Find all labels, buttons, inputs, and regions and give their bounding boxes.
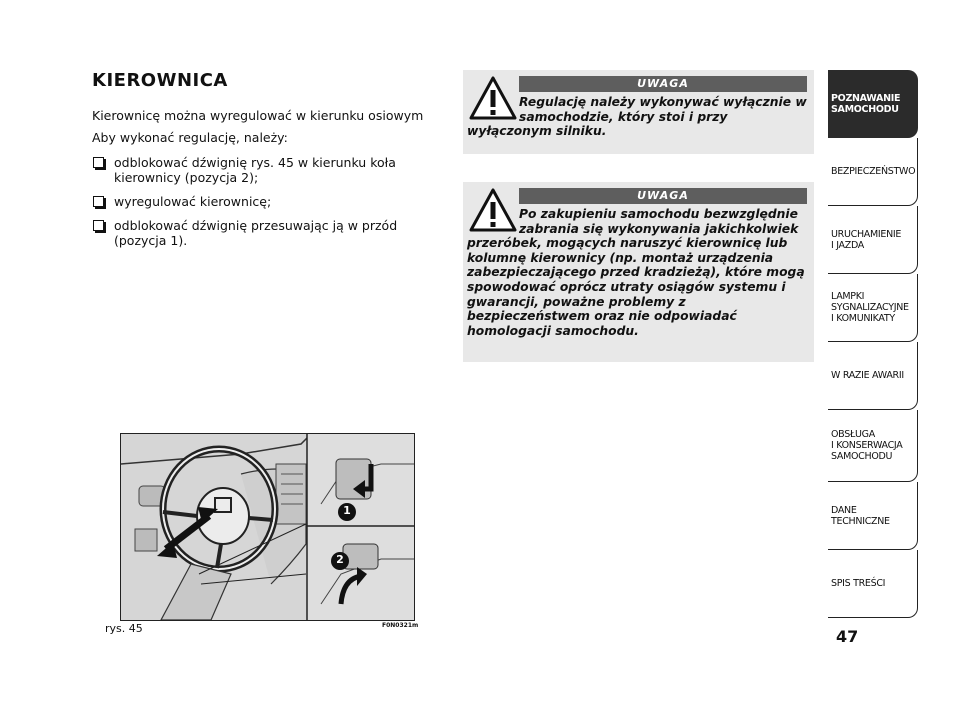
steps-list bbox=[92, 155, 437, 257]
warning-text: Po zakupieniu samochodu bezwzględnie zabrania się wykonywania jakichkolwiek przeróbek, mogących naruszyć kierownicę lub kolumnę kierownicy (np. montaż urządzenia zabezpieczającego przed kradzieżą), które mogą spowodować oprócz utraty osiągów systemu i gwarancji, poważne problemy z bezpieczeństwem oraz nie odpowiadać homologacji samochodu. bbox=[467, 207, 805, 338]
checkbox-bullet-icon bbox=[93, 157, 104, 168]
page-number: 47 bbox=[836, 627, 859, 646]
figure-caption: rys. 45 bbox=[105, 622, 143, 635]
tab-spis-tresci[interactable]: SPIS TREŚCI bbox=[828, 550, 918, 618]
warning-box-2 bbox=[463, 182, 814, 362]
figure-code: F0N0321m bbox=[382, 622, 419, 629]
tab-uruchamienie-i-jazda[interactable]: URUCHAMIENIE I JAZDA bbox=[828, 206, 918, 274]
checkbox-bullet-icon bbox=[93, 196, 104, 207]
list-item: wyregulować kierownicę; bbox=[92, 194, 437, 209]
tab-lampki-sygnalizacyjne[interactable]: LAMPKI SYGNALIZACYJNE I KOMUNIKATY bbox=[828, 274, 918, 342]
tab-w-razie-awarii[interactable]: W RAZIE AWARII bbox=[828, 342, 918, 410]
position-marker-1: 1 bbox=[343, 504, 351, 517]
tab-dane-techniczne[interactable]: DANE TECHNICZNE bbox=[828, 482, 918, 550]
warning-text: Regulację należy wykonywać wyłącznie w samochodzie, który stoi i przy wyłączonym silniku. bbox=[467, 95, 807, 139]
warning-box-1 bbox=[463, 70, 814, 154]
tab-obsluga-i-konserwacja[interactable]: OBSŁUGA I KONSERWACJA SAMOCHODU bbox=[828, 410, 918, 482]
tab-poznawanie-samochodu[interactable]: POZNAWANIE SAMOCHODU bbox=[828, 70, 918, 138]
list-item: odblokować dźwignię rys. 45 w kierunku koła kierownicy (pozycja 2); bbox=[92, 155, 437, 185]
warning-label: UWAGA bbox=[519, 76, 807, 92]
instruction-lead: Aby wykonać regulację, należy: bbox=[92, 130, 288, 145]
warning-label: UWAGA bbox=[519, 188, 807, 204]
list-item: odblokować dźwignię przesuwając ją w przód (pozycja 1). bbox=[92, 218, 437, 248]
position-marker-2: 2 bbox=[336, 553, 344, 566]
steering-wheel-illustration bbox=[120, 433, 415, 621]
steering-wheel-drawing bbox=[121, 434, 414, 620]
tab-bezpieczenstwo[interactable]: BEZPIECZEŃSTWO bbox=[828, 138, 918, 206]
section-title: KIEROWNICA bbox=[92, 70, 228, 91]
checkbox-bullet-icon bbox=[93, 220, 104, 231]
intro-text: Kierownicę można wyregulować w kierunku osiowym bbox=[92, 108, 424, 123]
